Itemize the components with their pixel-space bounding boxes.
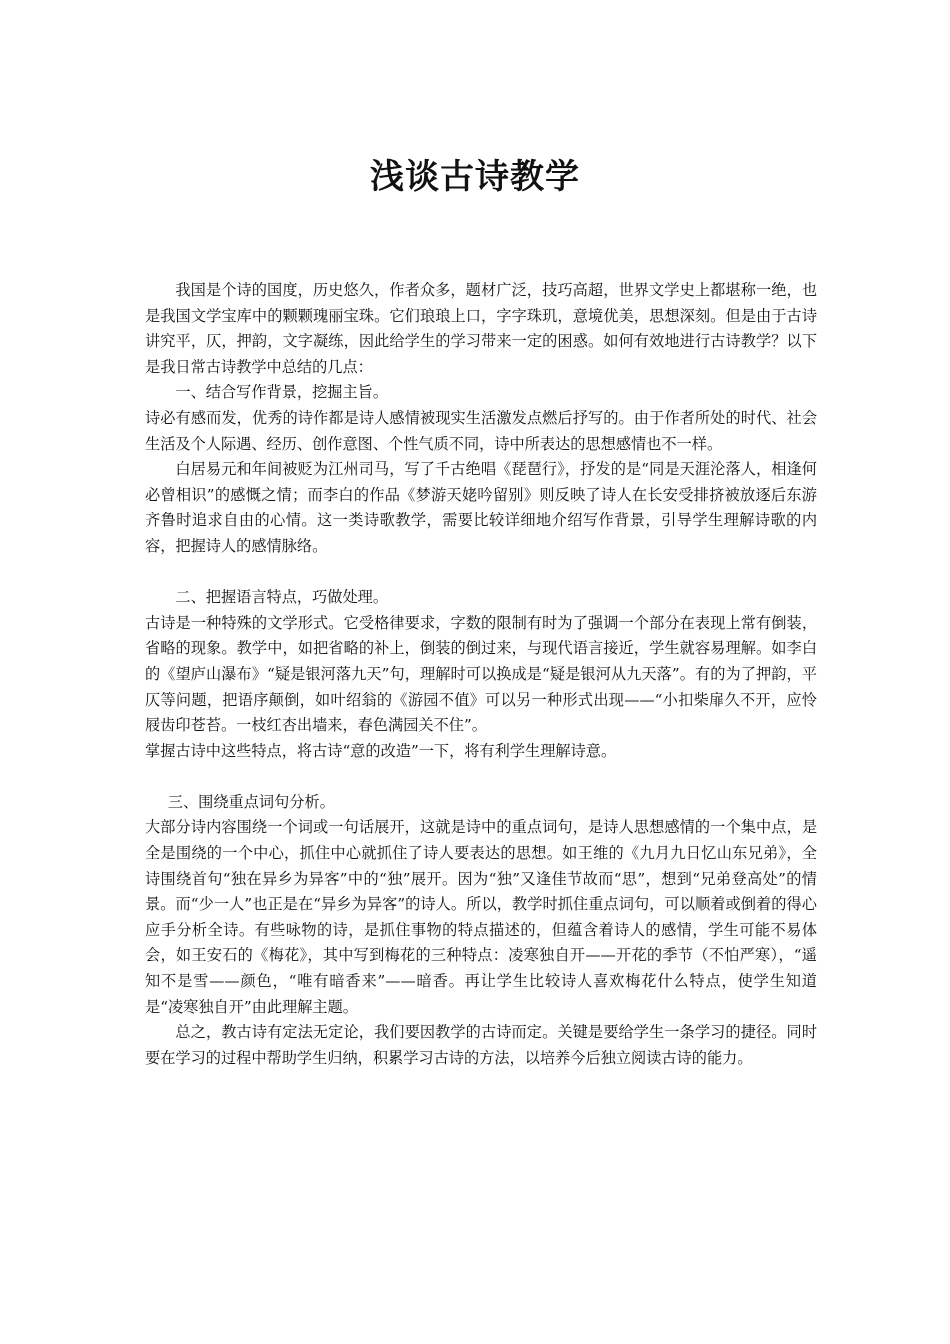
section-1-paragraph-2: 白居易元和年间被贬为江州司马，写了千古绝唱《琵琶行》，抒发的是“同是天涯沦落人，相逢何必曾相识”的感慨之情；而李白的作品《梦游天姥吟留别》则反映了诗人在长安受排挤被放逐后东游齐鲁时追求自由的心情。这一类诗歌教学，需要比较详细地介绍写作背景，引导学生理解诗歌的内容，把握诗人的感情脉络。 [145,460,817,555]
section-2-paragraph-1: 古诗是一种特殊的文学形式。它受格律要求，字数的限制有时为了强调一个部分在表现上常有倒装，省略的现象。教学中，如把省略的补上，倒装的倒过来，与现代语言接近，学生就容易理解。如李白的《望庐山瀑布》“疑是银河落九天”句，理解时可以换成是“疑是银河从九天落”。有的为了押韵，平仄等问题，把语序颠倒，如叶绍翁的《游园不值》可以另一种形式出现——“小扣柴扉久不开，应怜屐齿印苍苔。一枝红杏出墙来，春色满园关不住”。 [145,613,817,735]
spacer [145,764,817,790]
section-3-paragraph-1: 大部分诗内容围绕一个词或一句话展开，这就是诗中的重点词句，是诗人思想感情的一个集中点，是全是围绕的一个中心，抓住中心就抓住了诗人要表达的思想。如王维的《九月九日忆山东兄弟》，全诗围绕首句“独在异乡为异客”中的“独”展开。因为“独”又逢佳节故而“思”，想到“兄弟登高处”的情景。而“少一人”也正是在“异乡为异客”的诗人。所以，教学时抓住重点词句，可以顺着或倒着的得心应手分析全诗。有些咏物的诗，是抓住事物的特点描述的，但蕴含着诗人的感情，学生可能不易体会，如王安石的《梅花》，其中写到梅花的三种特点：凌寒独自开——开花的季节（不怕严寒），“遥知不是雪——颜色，“唯有暗香来”——暗香。再让学生比较诗人喜欢梅花什么特点，使学生知道是“凌寒独自开”由此理解主题。 [145,818,817,1016]
conclusion-paragraph: 总之，教古诗有定法无定论，我们要因教学的古诗而定。关键是要给学生一条学习的捷径。同时要在学习的过程中帮助学生归纳，积累学习古诗的方法，以培养今后独立阅读古诗的能力。 [145,1023,817,1067]
document-title: 浅谈古诗教学 [370,157,580,197]
section-1-paragraph-1: 诗必有感而发，优秀的诗作都是诗人感情被现实生活激发点燃后抒写的。由于作者所处的时代、社会生活及个人际遇、经历、创作意图、个性气质不同，诗中所表达的思想感情也不一样。 [145,408,817,453]
section-3-heading: 三、围绕重点词句分析。 [167,792,335,811]
section-2-paragraph-2: 掌握古诗中这些特点，将古诗“意的改造”一下，将有利学生理解诗意。 [145,741,617,760]
document-body [145,278,817,1071]
intro-paragraph: 我国是个诗的国度，历史悠久，作者众多，题材广泛，技巧高超，世界文学史上都堪称一绝，也是我国文学宝库中的颗颗瑰丽宝珠。它们琅琅上口，字字珠玑，意境优美，思想深刻。但是由于古诗讲究平，仄，押韵，文字凝练，因此给学生的学习带来一定的困惑。如何有效地进行古诗教学？以下是我日常古诗教学中总结的几点： [145,281,817,376]
section-2-heading: 二、把握语言特点，巧做处理。 [175,588,389,607]
spacer [145,560,817,586]
section-1-heading: 一、结合写作背景，挖掘主旨。 [175,383,389,402]
